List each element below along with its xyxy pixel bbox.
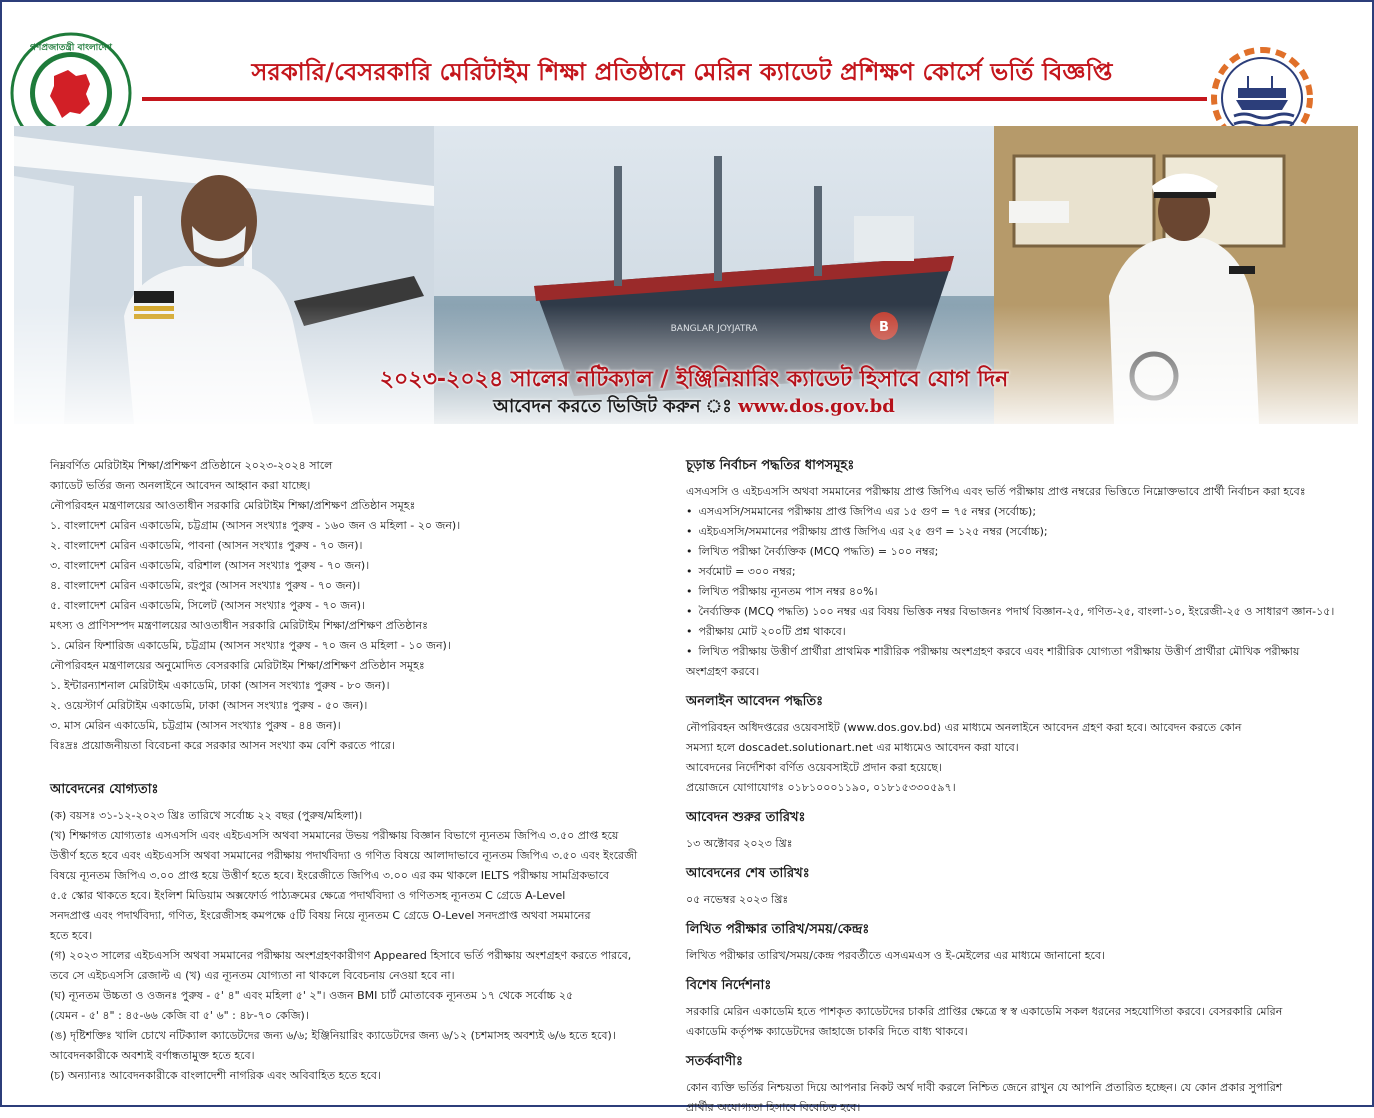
left-column <box>50 456 660 1086</box>
selection-heading: চূড়ান্ত নির্বাচন পদ্ধতির ধাপসমূহঃ <box>686 458 855 473</box>
warning-heading: সতর্কবাণীঃ <box>686 1054 743 1069</box>
list-item: ৩. বাংলাদেশ মেরিন একাডেমি, বরিশাল (আসন সংখ্যাঃ পুরুষ - ৭০ জন)। <box>50 559 370 572</box>
start-date-heading: আবেদন শুরুর তারিখঃ <box>686 810 806 825</box>
list-item: ৫. বাংলাদেশ মেরিন একাডেমি, সিলেট (আসন সংখ্যাঃ পুরুষ - ৭০ জন)। <box>50 599 365 612</box>
selection-item: • এইচএসসি/সমমানের পরীক্ষায় প্রাপ্ত জিপিএ এর ২৫ গুণ = ১২৫ নম্বর (সর্বোচ্চ); <box>686 522 1336 542</box>
page-title: সরকারি/বেসরকারি মেরিটাইম শিক্ষা প্রতিষ্ঠানে মেরিন ক্যাডেট প্রশিক্ষণ কোর্সে ভর্তি বিজ্ঞপ্তি <box>251 58 1113 86</box>
visit-url-link[interactable]: www.dos.gov.bd <box>738 396 895 417</box>
list-item: ১. বাংলাদেশ মেরিন একাডেমি, চট্টগ্রাম (আসন সংখ্যাঃ পুরুষ - ১৬০ জন ও মহিলা - ২০ জন)। <box>50 519 461 532</box>
eligibility-line: (ক) বয়সঃ ৩১-১২-২০২৩ খ্রিঃ তারিখে সর্বোচ্চ ২২ বছর (পুরুষ/মহিলা)। <box>50 809 363 822</box>
selection-item: • লিখিত পরীক্ষায় ন্যূনতম পাস নম্বর ৪০%। <box>686 582 1336 602</box>
selection-item: • এসএসসি/সমমানের পরীক্ষায় প্রাপ্ত জিপিএ এর ১৫ গুণ = ৭৫ নম্বর (সর্বোচ্চ); <box>686 502 1336 522</box>
banner-headline: ২০২৩-২০২৪ সালের নটিক্যাল / ইঞ্জিনিয়ারিং ক্যাডেট হিসাবে যোগ দিন <box>379 367 1009 392</box>
eligibility-line: (খ) শিক্ষাগত যোগ্যতাঃ এসএসসি এবং এইচএসসি অথবা সমমানের উভয় পরীক্ষায় বিজ্ঞান বিভাগে ন্যূনতম জিপিএ ৩.৫০ প্রাপ্ত হয়ে <box>50 829 619 842</box>
group3-title: নৌপরিবহন মন্ত্রণালয়ের অনুমোদিত বেসরকারি মেরিটাইম শিক্ষা/প্রশিক্ষণ প্রতিষ্ঠান সমূহঃ <box>50 659 425 672</box>
eligibility-line: ৫.৫ স্কোর থাকতে হবে। ইংলিশ মিডিয়াম অক্সফোর্ড পাঠ্যক্রমের ক্ষেত্রে পদার্থবিদ্যা ও গণিতসহ ন্যূনতম C গ্রেডে A-Level <box>50 889 566 902</box>
intro-line: ক্যাডেট ভর্তির জন্য অনলাইনে আবেদন আহ্বান করা যাচ্ছে। <box>50 479 311 492</box>
visit-label: আবেদন করতে ভিজিট করুন ঃ <box>493 396 732 417</box>
special-heading: বিশেষ নির্দেশনাঃ <box>686 978 772 993</box>
online-line: আবেদনের নির্দেশিকা বর্ণিত ওয়েবসাইটে প্রদান করা হয়েছে। <box>686 761 942 774</box>
special-line: একাডেমি কর্তৃপক্ষ ক্যাডেটদের জাহাজে চাকরি দিতে বাধ্য থাকবে। <box>686 1025 968 1038</box>
list-item: ৩. মাস মেরিন একাডেমি, চট্টগ্রাম (আসন সংখ্যাঃ পুরুষ - ৪৪ জন)। <box>50 719 341 732</box>
eligibility-heading: আবেদনের যোগ্যতাঃ <box>50 782 159 797</box>
right-column <box>686 456 1336 1118</box>
hero-banner <box>14 126 1358 424</box>
eligibility-line: (ঙ) দৃষ্টিশক্তিঃ খালি চোখে নটিক্যাল ক্যাডেটদের জন্য ৬/৬; ইঞ্জিনিয়ারিং ক্যাডেটদের জন্য ৬/১২ (চশমাসহ অবশ্যই ৬/৬ হতে হবে)। <box>50 1029 616 1042</box>
online-heading: অনলাইন আবেদন পদ্ধতিঃ <box>686 694 824 709</box>
online-line: নৌপরিবহন অধিদপ্তরের ওয়েবসাইট (www.dos.gov.bd) এর মাধ্যমে অনলাইনে আবেদন গ্রহণ করা হবে। আবেদন করতে কোন <box>686 721 1242 734</box>
group2-title: মৎস্য ও প্রাণিসম্পদ মন্ত্রণালয়ের আওতাধীন সরকারি মেরিটাইম শিক্ষা/প্রশিক্ষণ প্রতিষ্ঠানঃ <box>50 619 428 632</box>
title-divider <box>142 97 1207 101</box>
special-line: সরকারি মেরিন একাডেমি হতে পাশকৃত ক্যাডেটদের চাকরি প্রাপ্তির ক্ষেত্রে স্ব স্ব একাডেমি সকল ধরনের সহযোগিতা করবে। বেসরকারি মেরিন <box>686 1005 1283 1018</box>
contact-line: প্রয়োজনে যোগাযোগঃ ০১৮১০০০১১৯০, ০১৮১৫৩৩০৫৯৭। <box>686 781 956 794</box>
online-line: সমস্যা হলে doscadet.solutionart.net এর মাধ্যমেও আবেদন করা যাবে। <box>686 741 1019 754</box>
start-date: ১৩ অক্টোবর ২০২৩ খ্রিঃ <box>686 837 793 850</box>
warning-line: কোন ব্যক্তি ভর্তির নিশ্চয়তা দিয়ে আপনার নিকট অর্থ দাবী করলে নিশ্চিত জেনে রাখুন যে আপনি প্রতারিত হচ্ছেন। যে কোন প্রকার সুপারিশ <box>686 1081 1283 1094</box>
end-date: ০৫ নভেম্বর ২০২৩ খ্রিঃ <box>686 893 789 906</box>
exam-text: লিখিত পরীক্ষার তারিখ/সময়/কেন্দ্র পরবর্তীতে এসএমএস ও ই-মেইলের এর মাধ্যমে জানানো হবে। <box>686 949 1105 962</box>
eligibility-line: (গ) ২০২৩ সালের এইচএসসি অথবা সমমানের পরীক্ষায় অংশগ্রহণকারীগণ Appeared হিসাবে ভর্তি পরীক্ষায় অংশগ্রহণ করতে পারবে, <box>50 949 632 962</box>
list-item: ২. ওয়েস্টার্ণ মেরিটাইম একাডেমি, ঢাকা (আসন সংখ্যাঃ পুরুষ - ৫০ জন)। <box>50 699 368 712</box>
exam-heading: লিখিত পরীক্ষার তারিখ/সময়/কেন্দ্রঃ <box>686 922 870 937</box>
group1-title: নৌপরিবহন মন্ত্রণালয়ের আওতাধীন সরকারি মেরিটাইম শিক্ষা/প্রশিক্ষণ প্রতিষ্ঠান সমূহঃ <box>50 499 416 512</box>
banner-visit-line <box>374 392 1014 423</box>
eligibility-line: উত্তীর্ণ হতে হবে এবং এইচএসসি অথবা সমমানের পরীক্ষায় পদার্থবিদ্যা ও গণিত বিষয়ে আলাদাভাবে ন্যূনতম জিপিএ ৩.৫০ এবং ইংরেজী <box>50 849 638 862</box>
eligibility-line: (ঘ) ন্যূনতম উচ্চতা ও ওজনঃ পুরুষ - ৫' ৪" এবং মহিলা ৫' ২"। ওজন BMI চার্ট মোতাবেক ন্যূনতম ১৭ থেকে সর্বোচ্চ ২৫ <box>50 989 574 1002</box>
eligibility-line: সনদপ্রাপ্ত এবং পদার্থবিদ্যা, গণিত, ইংরেজীসহ কমপক্ষে ৫টি বিষয় নিয়ে ন্যূনতম C গ্রেডে O-Level সনদপ্রাপ্ত অথবা সমমানের <box>50 909 591 922</box>
selection-item: • সর্বমোট = ৩০০ নম্বর; <box>686 562 1336 582</box>
list-item: ১. মেরিন ফিশারিজ একাডেমি, চট্টগ্রাম (আসন সংখ্যাঃ পুরুষ - ৭০ জন ও মহিলা - ১০ জন)। <box>50 639 451 652</box>
gov-logo-text-top: গণপ্রজাতন্ত্রী বাংলাদেশ <box>30 43 112 53</box>
list-item: ১. ইন্টারন্যাশনাল মেরিটাইম একাডেমি, ঢাকা (আসন সংখ্যাঃ পুরুষ - ৮০ জন)। <box>50 679 390 692</box>
intro-line: নিম্নবর্ণিত মেরিটাইম শিক্ষা/প্রশিক্ষণ প্রতিষ্ঠানে ২০২৩-২০২৪ সালে <box>50 459 333 472</box>
eligibility-line: বিষয়ে ন্যূনতম জিপিএ ৩.০০ প্রাপ্ত হয়ে উত্তীর্ণ হতে হবে। ইংরেজীতে জিপিএ ৩.০০ এর কম থাকলে IELTS পরীক্ষায় সামগ্রিকভাবে <box>50 869 610 882</box>
eligibility-line: (যেমন - ৫' ৪" : ৪৫-৬৬ কেজি বা ৫' ৬" : ৪৮-৭০ কেজি)। <box>50 1009 309 1022</box>
list-item: ২. বাংলাদেশ মেরিন একাডেমি, পাবনা (আসন সংখ্যাঃ পুরুষ - ৭০ জন)। <box>50 539 363 552</box>
selection-intro: এসএসসি ও এইচএসসি অথবা সমমানের পরীক্ষায় প্রাপ্ত জিপিএ এবং ভর্তি পরীক্ষায় প্রাপ্ত নম্বরের ভিত্তিতে নিম্নোক্তভাবে প্রার্থী নির্বাচন করা হবেঃ <box>686 485 1306 498</box>
list-item: ৪. বাংলাদেশ মেরিন একাডেমি, রংপুর (আসন সংখ্যাঃ পুরুষ - ৭০ জন)। <box>50 579 361 592</box>
eligibility-line: হতে হবে। <box>50 929 93 942</box>
eligibility-line: তবে সে এইচএসসি রেজাল্ট এ (খ) এর ন্যূনতম যোগ্যতা না থাকলে বিবেচনায় নেওয়া হবে না। <box>50 969 455 982</box>
warning-line: প্রার্থীর অযোগ্যতা হিসাবে বিবেচিত হবে। <box>686 1101 861 1114</box>
eligibility-line: আবেদনকারীকে অবশ্যই বর্ণান্ধতামুক্ত হতে হবে। <box>50 1049 255 1062</box>
selection-item: • নৈর্ব্যক্তিক (MCQ পদ্ধতি) ১০০ নম্বর এর বিষয় ভিত্তিক নম্বর বিভাজনঃ পদার্থ বিজ্ঞান-২৫, গণিত-২৫, বাংলা-১০, ইংরেজী-২৫ ও সাধারণ জ্ঞান-১৫। <box>686 602 1336 622</box>
seat-note: বিঃদ্রঃ প্রয়োজনীয়তা বিবেচনা করে সরকার আসন সংখ্যা কম বেশি করতে পারে। <box>50 739 395 752</box>
selection-item: • পরীক্ষায় মোট ২০০টি প্রশ্ন থাকবে। <box>686 622 1336 642</box>
selection-item: • লিখিত পরীক্ষায় উত্তীর্ণ প্রার্থীরা প্রাথমিক শারীরিক পরীক্ষায় অংশগ্রহণ করবে এবং শারীরিক যোগ্যতা পরীক্ষায় উত্তীর্ণ প্রার্থীরা মৌখিক পরীক্ষায় অংশগ্রহণ করবে। <box>686 642 1336 682</box>
selection-item: • লিখিত পরীক্ষা নৈর্ব্যক্তিক (MCQ পদ্ধতি) = ১০০ নম্বর; <box>686 542 1336 562</box>
eligibility-line: (চ) অন্যান্যঃ আবেদনকারীকে বাংলাদেশী নাগরিক এবং অবিবাহিত হতে হবে। <box>50 1069 381 1082</box>
end-date-heading: আবেদনের শেষ তারিখঃ <box>686 866 810 881</box>
